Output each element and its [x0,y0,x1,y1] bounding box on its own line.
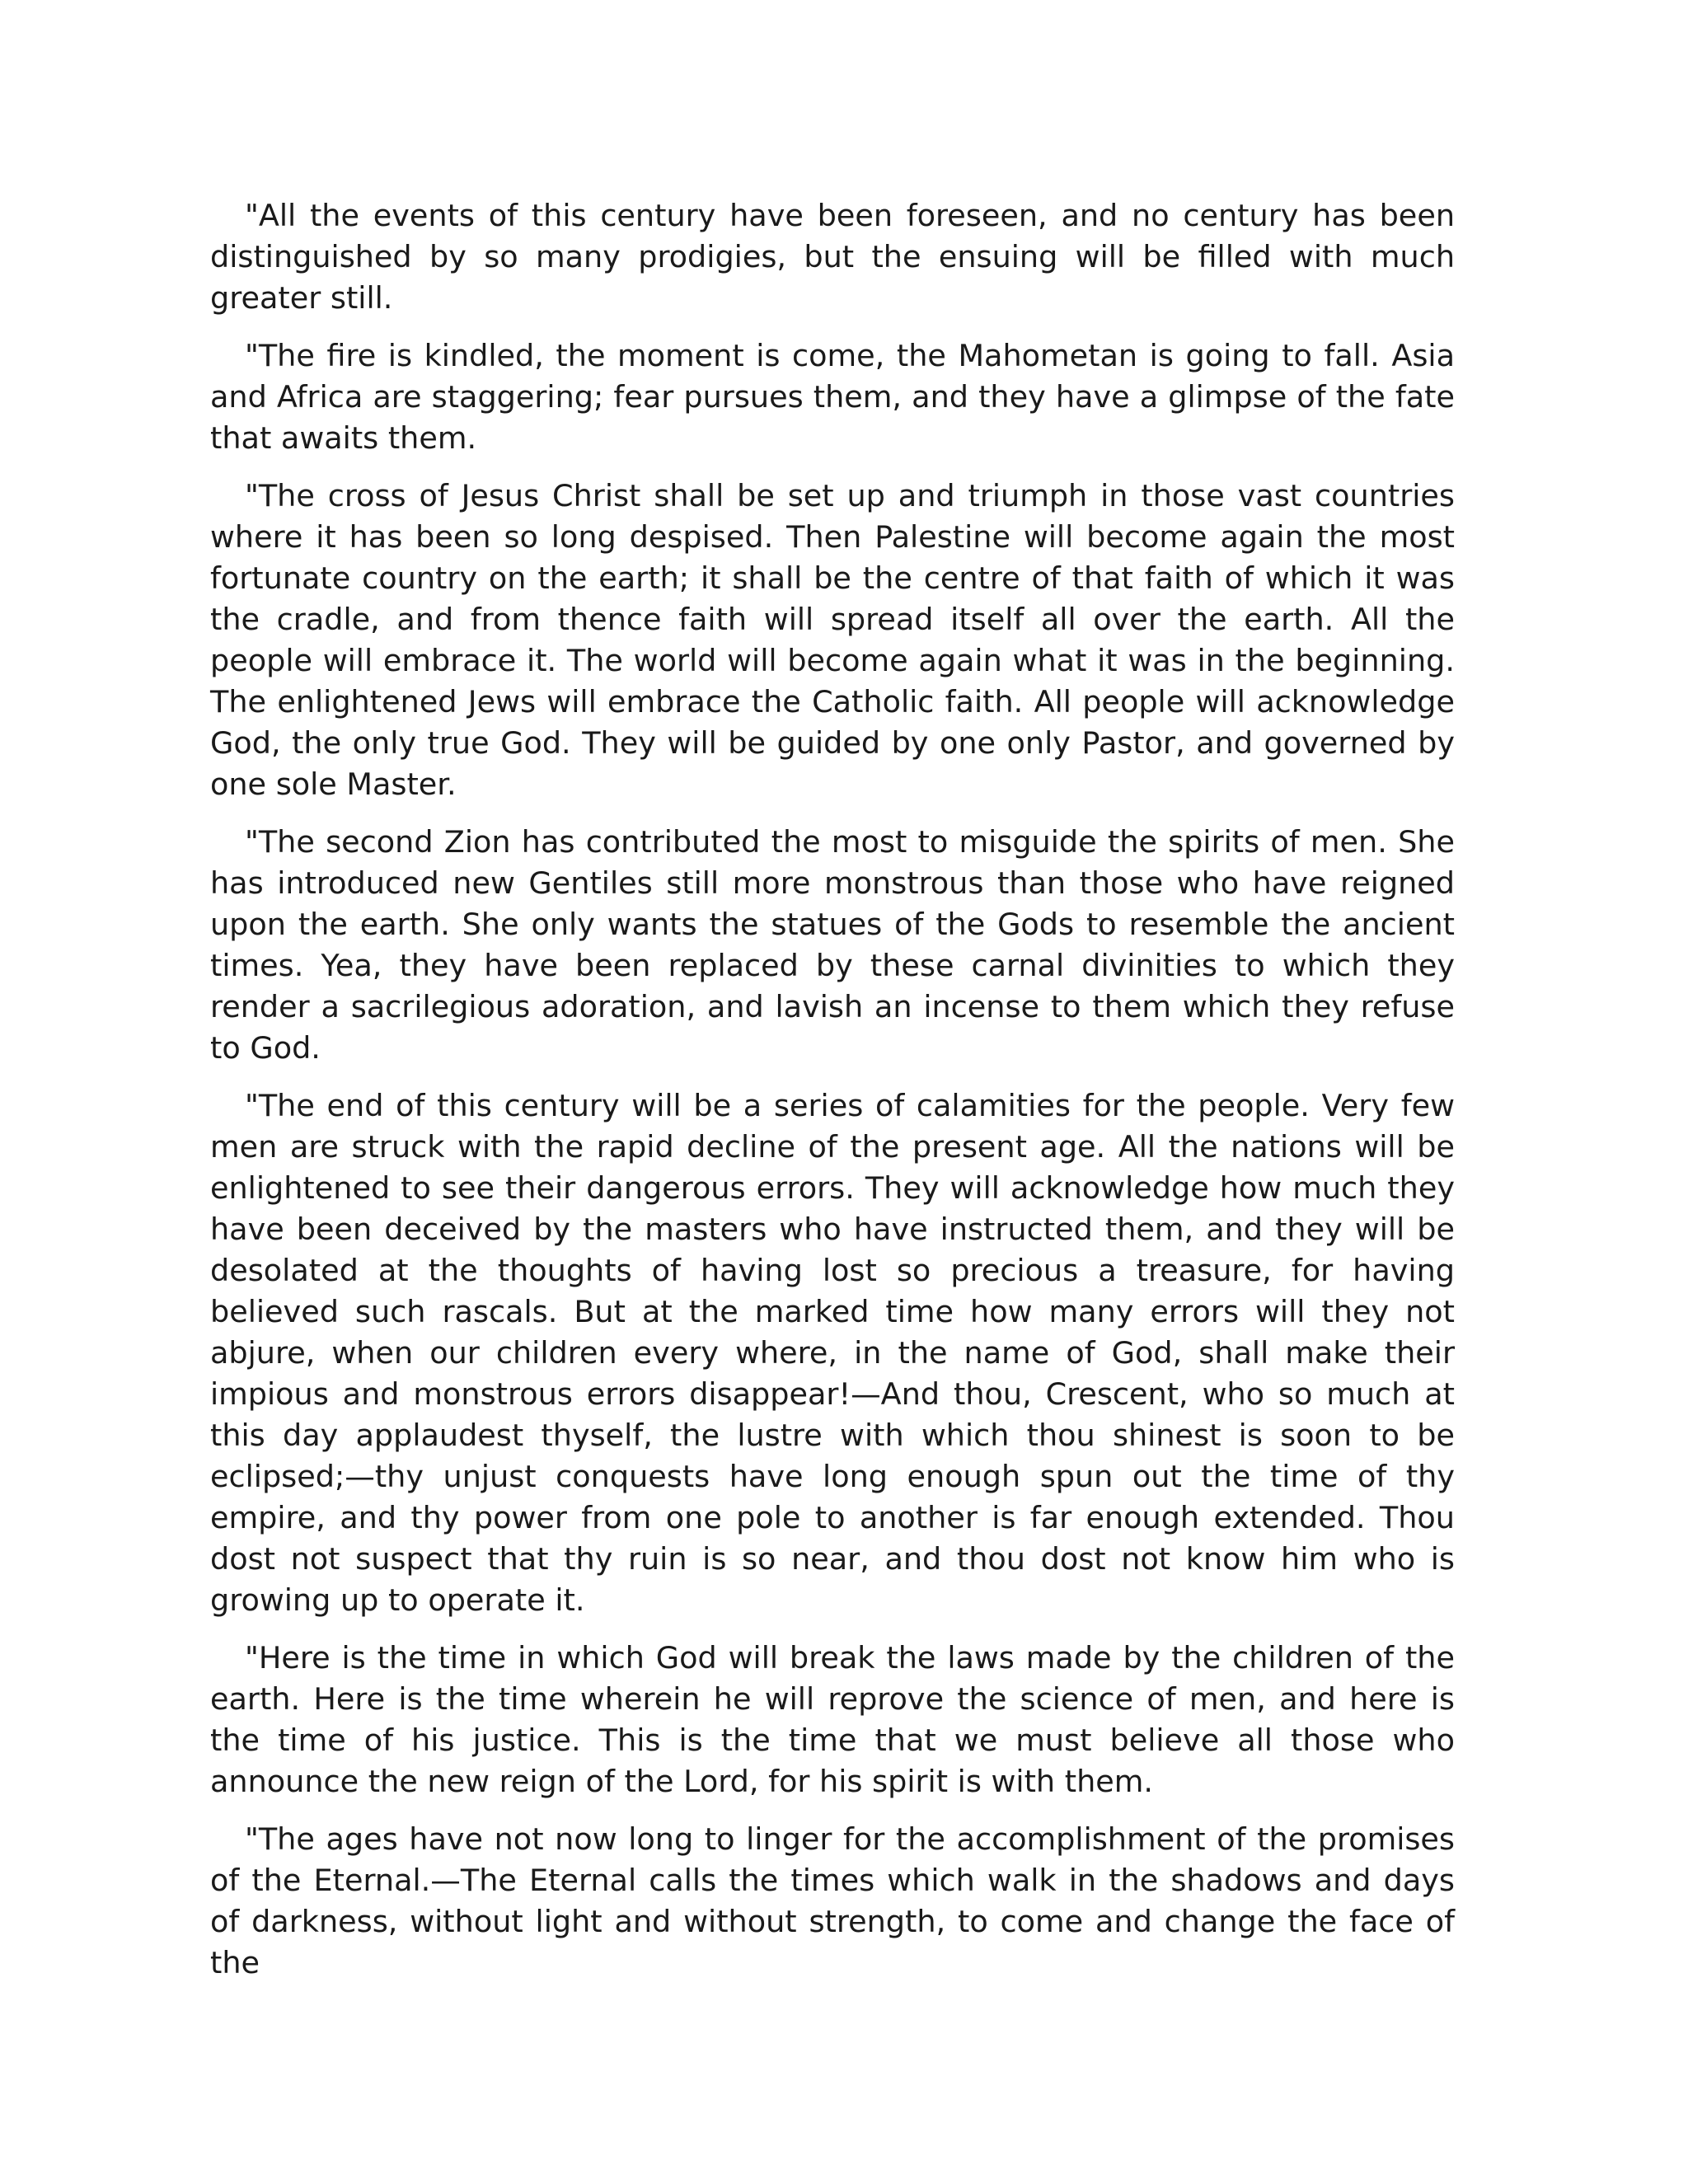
paragraph-1: "All the events of this century have been foreseen, and no century has been distinguished by so many prodigies, but the ensuing will be filled with much greater still. [210,198,1455,316]
paragraph-6: "Here is the time in which God will break the laws made by the children of the earth. Here is the time wherein he will reprove the science of men, and here is the time of his justice. This is the time that we must believe all those who announce the new reign of the Lord, for his spirit is with them. [210,1640,1455,1799]
paragraph-7: "The ages have not now long to linger for the accomplishment of the promises of the Eternal.—The Eternal calls the times which walk in the shadows and days of darkness, without light and without strength, to come and change the face of the [210,1821,1455,1980]
paragraph-2: "The fire is kindled, the moment is come, the Mahometan is going to fall. Asia and Africa are staggering; fear pursues them, and they have a glimpse of the fate that awaits them. [210,338,1455,456]
paragraph-5: "The end of this century will be a series of calamities for the people. Very few men are struck with the rapid decline of the present age. All the nations will be enlightened to see their dangerous errors. They will acknowledge how much they have been deceived by the masters who have instructed them, and they will be desolated at the thoughts of having lost so precious a treasure, for having believed such rascals. But at the marked time how many errors will they not abjure, when our children every where, in the name of God, shall make their impious and monstrous errors disappear!—And thou, Crescent, who so much at this day applaudest thyself, the lustre with which thou shinest is soon to be eclipsed;—thy unjust conquests have long enough spun out the time of thy empire, and thy power from one pole to another is far enough extended. Thou dost not suspect that thy ruin is so near, and thou dost not know him who is growing up to operate it. [210,1088,1455,1618]
paragraph-4: "The second Zion has contributed the most to misguide the spirits of men. She has introduced new Gentiles still more monstrous than those who have reigned upon the earth. She only wants the statues of the Gods to resemble the ancient times. Yea, they have been replaced by these carnal divinities to which they render a sacrilegious adoration, and lavish an incense to them which they refuse to God. [210,824,1455,1066]
paragraph-3: "The cross of Jesus Christ shall be set up and triumph in those vast countries where it has been so long despised. Then Palestine will become again the most fortunate country on the earth; it shall be the centre of that faith of which it was the cradle, and from thence faith will spread itself all over the earth. All the people will embrace it. The world will become again what it was in the beginning. The enlightened Jews will embrace the Catholic faith. All people will acknowledge God, the only true God. They will be guided by one only Pastor, and governed by one sole Master. [210,478,1455,802]
body-text [210,195,1455,1984]
